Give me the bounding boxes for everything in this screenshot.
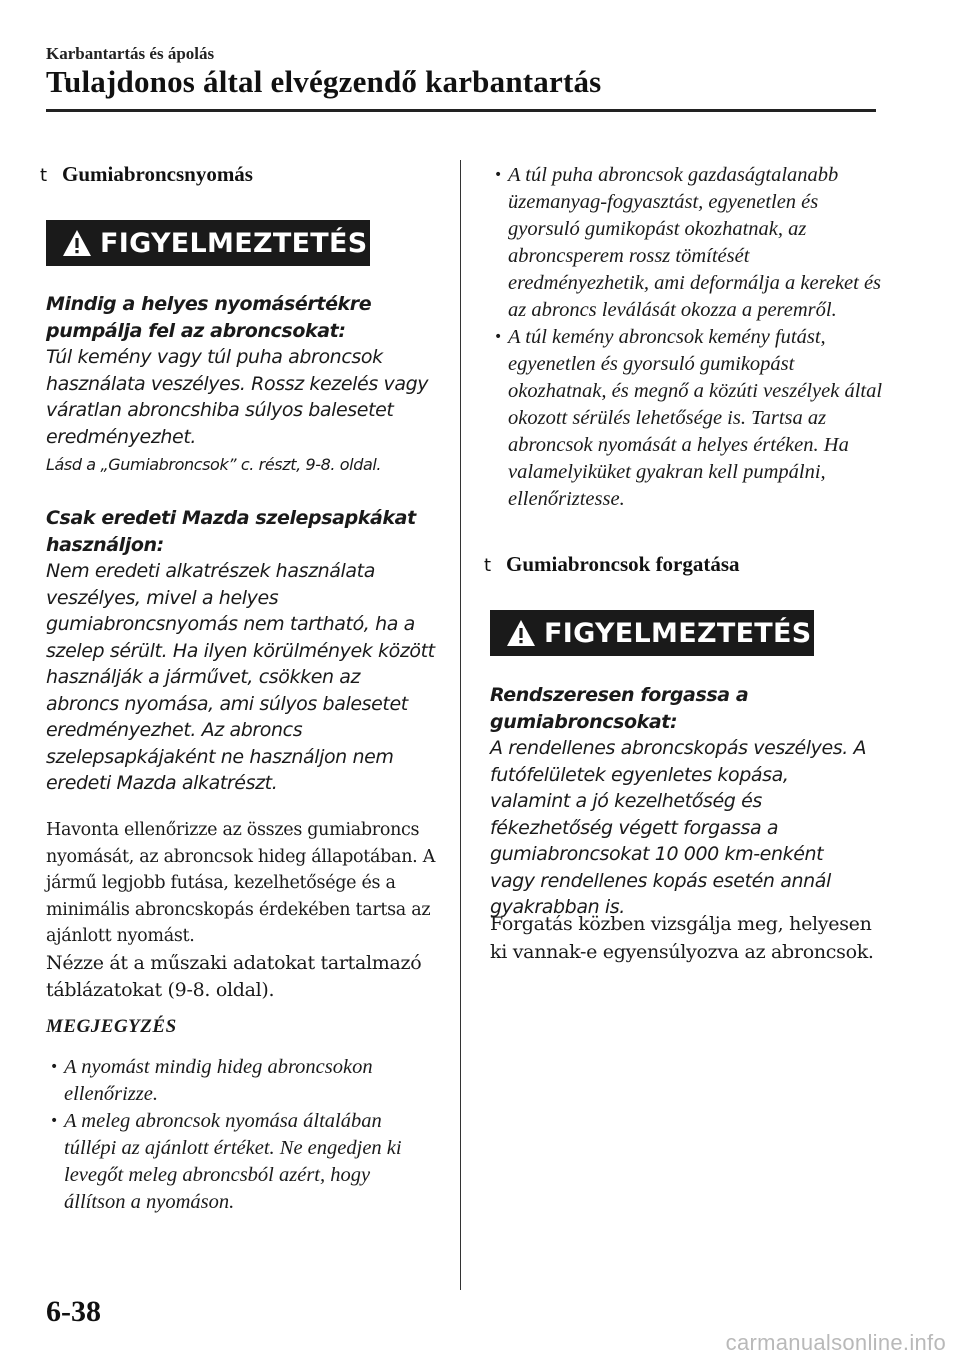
body-paragraph-rotation: Forgatás közben vizsgálja meg, helyesen ki vannak-e egyensúlyozva az abroncsok. bbox=[490, 913, 874, 963]
warning-body: Nem eredeti alkatrészek használata veszélyes, mivel a helyes gumiabroncsnyomás nem tartható, ha a szelep sérült. Ha ilyen körülmények között használják a járművet, csökken az abroncs nyomása, ami súlyos balesetet eredményezhet. Az abroncs szelepsapkájaként ne használjon nem eredeti Mazda alkatrészt. bbox=[46, 560, 435, 794]
warning-title: Rendszeresen forgassa a gumiabroncsokat: bbox=[490, 684, 749, 733]
list-item: • A túl puha abroncsok gazdaságtalanabb üzemanyag-fogyasztást, egyenetlen és gyorsuló gumikopást okozhatnak, az abroncsperem rossz tömítését eredményezhetik, ami deformálja a kereket és az abroncs leválását okozza a peremről. bbox=[494, 164, 882, 321]
warning-title: Mindig a helyes nyomásértékre pumpálja fel az abroncsokat: bbox=[46, 293, 372, 342]
heading-text: Gumiabroncsnyomás bbox=[62, 162, 253, 186]
note-list-right bbox=[490, 162, 885, 513]
page-number: 6-38 bbox=[46, 1295, 101, 1328]
list-item: • A nyomást mindig hideg abroncsokon ellenőrizze. bbox=[50, 1056, 373, 1105]
warning-reference: Lásd a „Gumiabroncsok” c. részt, 9-8. oldal. bbox=[46, 455, 382, 474]
warning-triangle-icon bbox=[62, 229, 92, 257]
body-paragraph bbox=[46, 817, 436, 1005]
bullet-icon: • bbox=[494, 329, 503, 345]
section-heading-tire-rotation bbox=[484, 552, 740, 577]
heading-marker: t bbox=[484, 555, 492, 576]
bullet-icon: • bbox=[494, 167, 503, 183]
warning-title: Csak eredeti Mazda szelepsapkákat használjon: bbox=[46, 507, 416, 556]
note-title: MEGJEGYZÉS bbox=[46, 1016, 177, 1037]
warning-badge bbox=[490, 610, 814, 656]
watermark: carmanualsonline.info bbox=[725, 1330, 946, 1355]
note-list-left bbox=[46, 1054, 436, 1216]
column-divider bbox=[460, 160, 461, 1290]
list-item: • A túl kemény abroncsok kemény futást, egyenetlen és gyorsuló gumikopást okozhatnak, és megnő a közúti veszélyek által okozott sérülés lehetősége is. Tartsa az abroncsok nyomását a helyes értéken. Ha valamelyiküket gyakran kell pumpálni, ellenőriztesse. bbox=[494, 326, 883, 510]
page-title: Tulajdonos által elvégzendő karbantartás bbox=[46, 64, 602, 99]
paragraph-monthly-check: Havonta ellenőrizze az összes gumiabroncs nyomását, az abroncsok hideg állapotában. A jármű legjobb futása, kezelhetősége és a minimális abroncskopás érdekében tartsa az ajánlott nyomást. bbox=[46, 820, 436, 946]
header-rule bbox=[46, 109, 876, 112]
paragraph-spec-reference: Nézze át a műszaki adatokat tartalmazó táblázatokat (9-8. oldal). bbox=[46, 951, 422, 1001]
warning-text-pressure bbox=[46, 291, 438, 479]
section-label: Karbantartás és ápolás bbox=[46, 44, 215, 63]
warning-triangle-icon bbox=[506, 619, 536, 647]
section-heading-tire-pressure bbox=[40, 162, 253, 187]
heading-text: Gumiabroncsok forgatása bbox=[506, 552, 740, 576]
warning-text-valve bbox=[46, 505, 438, 797]
warning-body: Túl kemény vagy túl puha abroncsok használata veszélyes. Rossz kezelés vagy váratlan abroncshiba súlyos balesetet eredményezhet. bbox=[46, 346, 429, 448]
warning-label: FIGYELMEZTETÉS bbox=[100, 227, 368, 259]
warning-text-rotation bbox=[490, 682, 870, 921]
bullet-icon: • bbox=[50, 1113, 59, 1129]
warning-body: A rendellenes abroncskopás veszélyes. A futófelületek egyenletes kopása, valamint a jó kezelhetőség és fékezhetőség végett forgassa a gumiabroncsokat 10 000 km-enként vagy rendellenes kopás esetén annál gyakrabban is. bbox=[490, 737, 867, 918]
bullet-icon: • bbox=[50, 1059, 59, 1075]
heading-marker: t bbox=[40, 165, 48, 186]
warning-label: FIGYELMEZTETÉS bbox=[544, 617, 812, 649]
warning-badge bbox=[46, 220, 370, 266]
list-item: • A meleg abroncsok nyomása általában túllépi az ajánlott értéket. Ne engedjen ki levegőt meleg abroncsból azért, hogy állítson a nyomáson. bbox=[50, 1110, 402, 1213]
